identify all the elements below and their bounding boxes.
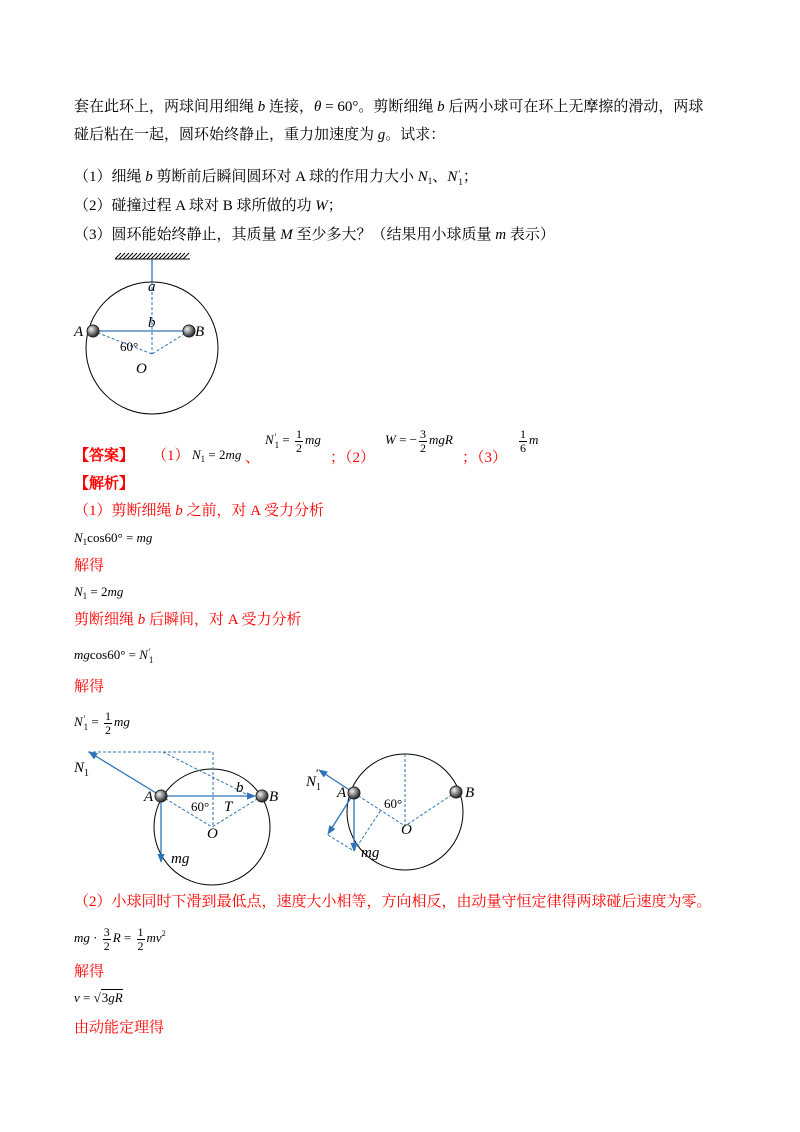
answer-part-1-label: （1） [152, 448, 190, 464]
label-prime: ′ [316, 766, 319, 780]
subscript: 1 [274, 440, 280, 451]
prime-mark: ′ [83, 714, 86, 725]
cos-text: cos60° = [89, 647, 140, 662]
dot-operator: · [89, 930, 101, 945]
label-angle: 60° [120, 339, 139, 354]
text-segment: （2）碰撞过程 A 球对 B 球所做的功 [74, 198, 316, 214]
question-3 [74, 225, 555, 245]
force-diagrams [70, 738, 480, 898]
analysis-step-4: 由动能定理得 [74, 1020, 165, 1036]
answer-eq-n1-prime [265, 425, 321, 455]
ceiling-hatch [115, 253, 190, 259]
result-label: 解得 [74, 679, 105, 695]
question-2 [74, 196, 343, 216]
answer-eq-w [385, 425, 453, 455]
var-n: N [139, 647, 148, 662]
subscript: 1 [200, 454, 206, 464]
fraction [419, 428, 427, 455]
label-string-a: a [148, 279, 156, 295]
numerator: 3 [420, 426, 427, 441]
label-angle: 60° [384, 796, 403, 811]
var-v: v [74, 990, 80, 1005]
text-segment: （3）圆环能始终静止，其质量 [74, 227, 281, 243]
ball-b [256, 790, 268, 802]
text-segment: 后瞬间，对 A 受力分析 [145, 612, 302, 628]
subscript: 1 [82, 537, 88, 547]
label-subscript: 1 [84, 768, 90, 779]
var-b: b [145, 169, 153, 185]
text-segment: 剪断前后瞬间圆环对 A 球的作用力大小 [152, 169, 418, 185]
text-segment: 。试求： [385, 127, 446, 143]
prime-subscript [149, 648, 154, 664]
var-n: N [74, 584, 83, 599]
problem-line-1 [74, 97, 703, 117]
text-segment: 碰后粘在一起，圆环始终静止，重力加速度为 [74, 127, 378, 143]
equals-text: = 2 [87, 584, 108, 599]
problem-line-2 [74, 125, 445, 145]
label-tension: T [224, 799, 233, 815]
text-segment: ； [327, 198, 343, 214]
analysis-tag: 【解析】 [74, 476, 135, 492]
force-diagram-before-cut [73, 752, 278, 885]
var-n: N [74, 530, 83, 545]
answer-tag: 【答案】 [74, 448, 135, 464]
equation-velocity [74, 989, 123, 1007]
var-mg: mg [74, 930, 90, 945]
prime-mark: ′ [274, 432, 277, 443]
text-segment: 后两小球可在环上无摩擦的滑动，两球 [444, 99, 704, 115]
equals-sign: = − [395, 432, 418, 447]
text-segment: （1）剪断细绳 [74, 503, 176, 519]
label-n1 [73, 760, 89, 779]
answer-separator: 、 [245, 450, 261, 466]
analysis-step-3: （2）小球同时下滑到最低点，速度大小相等，方向相反，由动量守恒定律得两球碰后速度为零。 [74, 894, 712, 910]
ring-diagram [70, 250, 230, 420]
label-mg: mg [361, 845, 380, 861]
radicand-number: 3 [101, 990, 109, 1005]
subscript: 1 [458, 176, 463, 187]
subscript: 1 [83, 722, 89, 733]
prime-mark: ′ [458, 168, 461, 179]
var-mg: mg [225, 447, 242, 462]
numerator: 1 [296, 426, 303, 441]
answer-eq-n1 [192, 446, 241, 465]
fraction [295, 428, 303, 455]
result-label: 解得 [74, 558, 105, 574]
text-segment: 剪断细绳 [74, 612, 138, 628]
label-center-o: O [207, 826, 218, 842]
fraction [519, 428, 527, 455]
var-gr: gR [108, 990, 123, 1005]
sqrt-symbol: √ [93, 990, 101, 1005]
label-center-o: O [136, 361, 147, 377]
var-n: N [192, 447, 201, 462]
var-theta: θ [314, 99, 322, 115]
equals-sign: = [279, 432, 294, 447]
fraction [103, 926, 111, 953]
analysis-step-1 [74, 501, 324, 521]
text-segment: 至少多大？（结果用小球质量 [292, 227, 496, 243]
var-b: b [437, 99, 445, 115]
var-b: b [137, 612, 146, 628]
subscript: 1 [427, 176, 433, 186]
text-segment: 。剪断细绳 [358, 99, 438, 115]
text-segment: （1）细绳 [74, 169, 146, 185]
denominator: 2 [105, 722, 112, 737]
force-diagram-after-cut [305, 754, 474, 870]
equation-n1-cos [74, 529, 152, 548]
text-segment: 表示） [506, 227, 555, 243]
ball-a [155, 790, 167, 802]
ball-b [183, 325, 195, 337]
label-n: N [306, 774, 317, 790]
text-segment: 之前，对 A 受力分析 [182, 503, 325, 519]
label-ball-a: A [74, 324, 84, 340]
equation-energy [74, 923, 166, 955]
numerator: 1 [105, 708, 112, 723]
label-n1-prime [305, 766, 321, 793]
label-n: N [74, 760, 85, 776]
ball-a [348, 787, 360, 799]
var-m-upper: M [280, 227, 293, 243]
var-g: g [377, 127, 386, 143]
var-mg: mg [74, 647, 90, 662]
prime-mark: ′ [148, 647, 151, 658]
answer-part-3-label: ；（3） [462, 450, 508, 466]
var-mg: mg [136, 530, 153, 545]
label-string-b: b [236, 780, 244, 796]
equation-n1-prime-result [74, 707, 130, 737]
answer-eq-mass [517, 425, 538, 455]
numerator: 1 [520, 426, 526, 441]
label-ball-b: B [465, 785, 475, 801]
var-b: b [175, 503, 183, 519]
denominator: 2 [420, 440, 427, 455]
equation-n1-result [74, 583, 123, 602]
equals-sign: = [88, 714, 103, 729]
var-b: b [257, 99, 266, 115]
theta-value: = 60° [321, 99, 359, 115]
denominator: 2 [296, 440, 303, 455]
ball-b [450, 786, 462, 798]
cos-text: cos60° = [87, 530, 137, 545]
label-ball-b: B [195, 324, 205, 340]
var-m: m [495, 227, 507, 243]
question-1 [74, 167, 478, 188]
equals-text: = 2 [205, 447, 226, 462]
var-n: N [417, 169, 428, 185]
var-mg: mg [107, 584, 124, 599]
var-mgr: mgR [429, 432, 453, 447]
denominator: 2 [103, 938, 110, 953]
label-center-o: O [401, 822, 412, 838]
var-m: m [529, 432, 539, 447]
var-n: N [265, 432, 274, 447]
denominator: 6 [520, 440, 526, 455]
answer-part-2-label: ；（2） [330, 450, 376, 466]
numerator: 3 [103, 924, 110, 939]
label-ball-b: B [269, 789, 279, 805]
var-mg: mg [114, 714, 130, 729]
subscript: 1 [82, 591, 88, 601]
equals-sign: = [120, 930, 135, 945]
analysis-step-2 [74, 610, 302, 630]
label-subscript: 1 [316, 782, 322, 793]
var-r: R [112, 930, 121, 945]
label-ball-a: A [337, 785, 347, 801]
text-segment: 、 [432, 169, 448, 185]
text-segment: ； [462, 169, 478, 185]
fraction [137, 926, 145, 953]
var-mv: mv [146, 930, 162, 945]
var-mg: mg [305, 432, 321, 447]
label-string-b: b [148, 315, 156, 331]
text-segment: 套在此环上，两球间用细绳 [74, 99, 258, 115]
label-mg: mg [171, 851, 190, 867]
label-ball-a: A [144, 789, 154, 805]
superscript: 2 [161, 929, 166, 938]
radicand [101, 989, 123, 1005]
denominator: 2 [137, 938, 144, 953]
text-segment: 连接， [265, 99, 315, 115]
var-w: W [385, 432, 396, 447]
var-w: W [315, 198, 328, 214]
var-n: N [74, 714, 83, 729]
numerator: 1 [137, 924, 144, 939]
dashed-line-b-o [152, 331, 189, 354]
subscript: 1 [148, 655, 154, 666]
result-label: 解得 [74, 964, 105, 980]
var-n: N [447, 169, 458, 185]
label-angle: 60° [191, 799, 210, 814]
ball-a [87, 325, 99, 337]
equals-sign: = [79, 990, 94, 1005]
equation-mg-cos [74, 646, 153, 664]
fraction [104, 710, 112, 737]
